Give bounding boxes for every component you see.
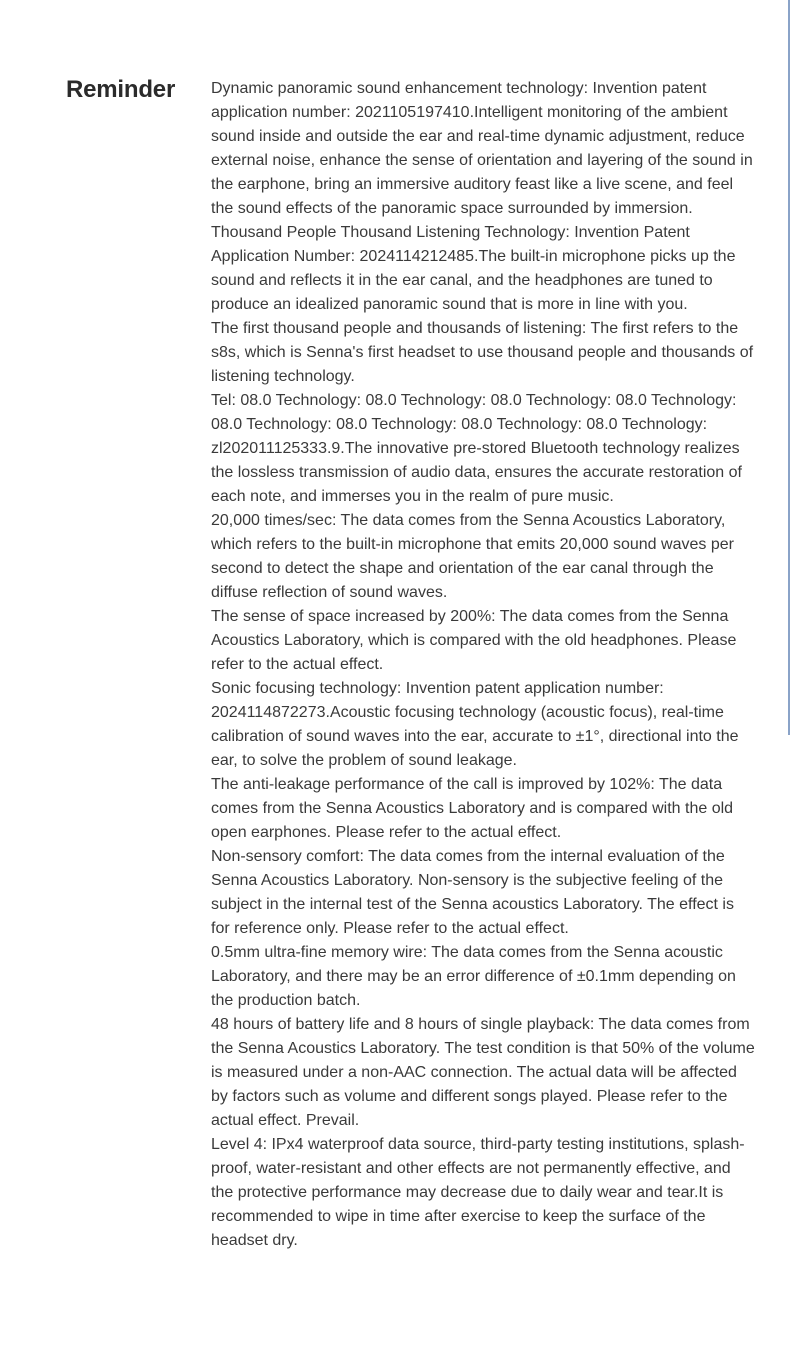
reminder-heading: Reminder xyxy=(66,76,176,103)
reminder-paragraph: 48 hours of battery life and 8 hours of single playback: The data comes from the Senna Acoustics Laboratory. The test condition is that 50% of the volume is measured under a non-AAC connection. The actual data will be affected by factors such as volume and different songs played. Please refer to the actual effect. Prevail. xyxy=(211,1016,755,1129)
reminder-paragraph: Level 4: IPx4 waterproof data source, third-party testing institutions, splash-proof, water-resistant and other effects are not permanently effective, and the protective performance may decrease due to daily wear and tear.It is recommended to wipe in time after exercise to keep the surface of the headset dry. xyxy=(211,1136,745,1249)
reminder-paragraph: The first thousand people and thousands of listening: The first refers to the s8s, which is Senna's first headset to use thousand people and thousands of listening technology. xyxy=(211,320,754,385)
reminder-paragraph: The sense of space increased by 200%: The data comes from the Senna Acoustics Laboratory, which is compared with the old headphones. Please refer to the actual effect. xyxy=(211,608,737,673)
reminder-paragraph: The anti-leakage performance of the call is improved by 102%: The data comes from the Senna Acoustics Laboratory and is compared with the old open earphones. Please refer to the actual effect. xyxy=(211,776,734,841)
reminder-paragraph: 20,000 times/sec: The data comes from the Senna Acoustics Laboratory, which refers to the built-in microphone that emits 20,000 sound waves per second to detect the shape and orientation of the ear canal through the diffuse reflection of sound waves. xyxy=(211,512,734,601)
reminder-paragraph: Tel: 08.0 Technology: 08.0 Technology: 08.0 Technology: 08.0 Technology: 08.0 Technology: 08.0 Technology: 08.0 Technology: 08.0 Technology: zl202011125333.9.The innovative pre-stored Bluetooth technology realizes the lossless transmission of audio data, ensures the accurate restoration of each note, and immerses you in the realm of pure music. xyxy=(211,392,742,505)
reminder-paragraph: Sonic focusing technology: Invention patent application number: 2024114872273.Acoustic focusing technology (acoustic focus), real-time calibration of sound waves into the ear, accurate to ±1°, directional into the ear, to solve the problem of sound leakage. xyxy=(211,680,739,769)
reminder-paragraph: Thousand People Thousand Listening Technology: Invention Patent Application Number: 2024114212485.The built-in microphone picks up the sound and reflects it in the ear canal, and the headphones are tuned to produce an idealized panoramic sound that is more in line with you. xyxy=(211,224,736,313)
reminder-paragraph: Non-sensory comfort: The data comes from the internal evaluation of the Senna Acoustics Laboratory. Non-sensory is the subjective feeling of the subject in the internal test of the Senna acoustics Laboratory. The effect is for reference only. Please refer to the actual effect. xyxy=(211,848,734,937)
reminder-body xyxy=(211,77,756,1253)
reminder-paragraph: 0.5mm ultra-fine memory wire: The data comes from the Senna acoustic Laboratory, and there may be an error difference of ±0.1mm depending on the production batch. xyxy=(211,944,736,1009)
reminder-paragraph: Dynamic panoramic sound enhancement technology: Invention patent application number: 2021105197410.Intelligent monitoring of the ambient sound inside and outside the ear and real-time dynamic adjustment, reduce external noise, enhance the sense of orientation and layering of the sound in the earphone, bring an immersive auditory feast like a live scene, and feel the sound effects of the panoramic space surrounded by immersion. xyxy=(211,80,753,217)
